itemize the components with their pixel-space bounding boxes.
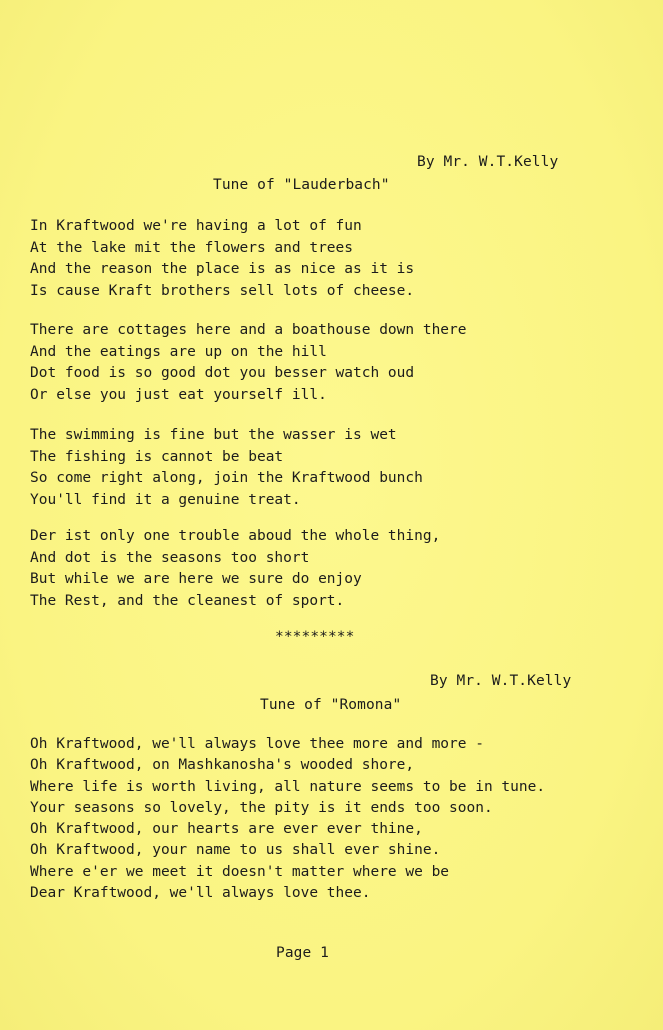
- lyric-line: And the reason the place is as nice as it is: [30, 261, 415, 278]
- lyric-line: So come right along, join the Kraftwood bunch: [30, 470, 423, 487]
- song1-stanza-2: [30, 320, 467, 406]
- lyric-line: And the eatings are up on the hill: [30, 343, 327, 360]
- lyric-line: Is cause Kraft brothers sell lots of cheese.: [30, 282, 415, 299]
- lyric-line: Where e'er we meet it doesn't matter where we be: [30, 863, 450, 880]
- song2-verse: [30, 734, 545, 904]
- lyric-line: At the lake mit the flowers and trees: [30, 239, 354, 256]
- lyric-line: But while we are here we sure do enjoy: [30, 571, 362, 588]
- lyric-line: Your seasons so lovely, the pity is it ends too soon.: [30, 799, 493, 816]
- lyric-line: And dot is the seasons too short: [30, 549, 310, 566]
- lyric-line: Dot food is so good dot you besser watch oud: [30, 365, 415, 382]
- separator: *********: [275, 629, 355, 645]
- lyric-line: In Kraftwood we're having a lot of fun: [30, 218, 362, 234]
- song2-author: By Mr. W.T.Kelly: [430, 673, 572, 689]
- song1-tune-title: Tune of "Lauderbach": [213, 177, 390, 193]
- lyric-line: Oh Kraftwood, we'll always love thee more and more -: [30, 736, 484, 752]
- song2-tune-title: Tune of "Romona": [260, 697, 402, 713]
- lyric-line: Or else you just eat yourself ill.: [30, 386, 327, 403]
- lyric-line: The swimming is fine but the wasser is wet: [30, 427, 397, 443]
- lyric-line: Oh Kraftwood, your name to us shall ever shine.: [30, 842, 441, 859]
- lyric-line: The Rest, and the cleanest of sport.: [30, 592, 345, 609]
- lyric-line: Der ist only one trouble aboud the whole thing,: [30, 528, 441, 544]
- song1-stanza-1: [30, 216, 414, 302]
- page-number: Page 1: [276, 945, 329, 961]
- song1-author: By Mr. W.T.Kelly: [417, 154, 559, 170]
- lyric-line: Oh Kraftwood, on Mashkanosha's wooded shore,: [30, 757, 415, 774]
- lyric-line: Where life is worth living, all nature seems to be in tune.: [30, 778, 546, 795]
- lyric-line: Oh Kraftwood, our hearts are ever ever thine,: [30, 821, 423, 838]
- lyric-line: The fishing is cannot be beat: [30, 448, 284, 465]
- lyric-line: There are cottages here and a boathouse down there: [30, 322, 467, 338]
- song1-stanza-4: [30, 526, 440, 612]
- lyric-line: You'll find it a genuine treat.: [30, 491, 301, 508]
- song1-stanza-3: [30, 425, 423, 511]
- lyric-line: Dear Kraftwood, we'll always love thee.: [30, 885, 371, 902]
